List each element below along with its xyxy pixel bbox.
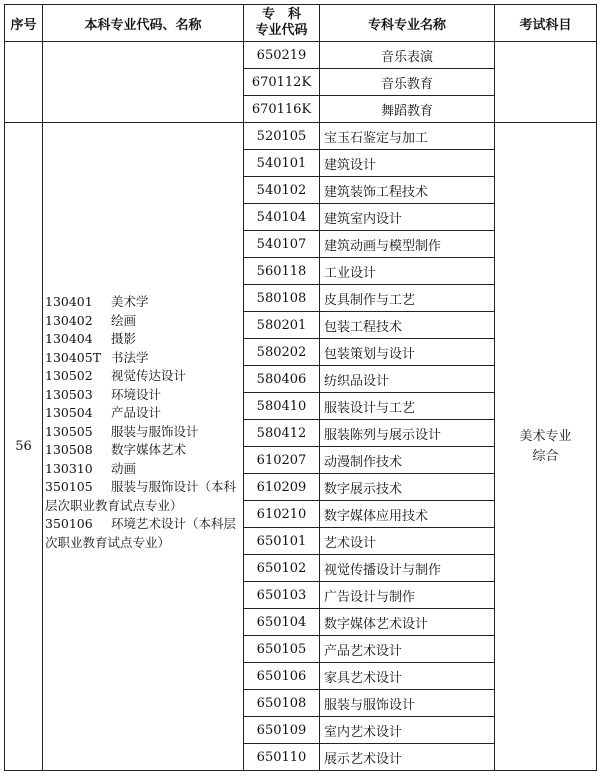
spec-code-cell: 580108 xyxy=(244,285,320,312)
undergrad-major-name: 环境艺术设计（本科层次职业教育试点专业） xyxy=(45,516,237,550)
spec-name-cell: 工业设计 xyxy=(320,258,495,285)
undergrad-major-code: 130404 xyxy=(45,331,93,346)
spec-code-cell: 580412 xyxy=(244,420,320,447)
undergrad-major-item xyxy=(45,367,243,386)
undergrad-major-name: 绘画 xyxy=(111,312,137,328)
undergrad-major-code: 130401 xyxy=(45,294,93,309)
undergrad-major-code: 130505 xyxy=(45,423,93,439)
spec-name-cell: 建筑装饰工程技术 xyxy=(320,177,495,204)
undergrad-major-name: 摄影 xyxy=(111,331,137,346)
undergrad-major-name: 产品设计 xyxy=(111,405,162,420)
undergrad-major-name: 视觉传达设计 xyxy=(111,368,187,383)
spec-code-cell: 670112K xyxy=(244,69,320,96)
spec-name-cell: 包装策划与设计 xyxy=(320,339,495,366)
undergrad-major-item xyxy=(45,460,243,479)
undergrad-major-code: 130502 xyxy=(45,368,93,383)
spec-code-cell: 650108 xyxy=(244,690,320,717)
spec-name-cell: 广告设计与制作 xyxy=(320,582,495,609)
undergrad-major-item xyxy=(45,423,243,442)
spec-name-cell: 产品艺术设计 xyxy=(320,636,495,663)
spec-code-cell: 650103 xyxy=(244,582,320,609)
spec-code-cell: 580202 xyxy=(244,339,320,366)
undergrad-major-item xyxy=(45,349,243,368)
undergrad-major-name: 服装与服饰设计（本科层次职业教育试点专业） xyxy=(45,479,237,513)
undergrad-major-name: 环境设计 xyxy=(111,386,162,402)
undergrad-major-code: 130504 xyxy=(45,405,93,420)
undergrad-major-item xyxy=(45,386,243,405)
spec-name-cell: 皮具制作与工艺 xyxy=(320,285,495,312)
spec-name-cell: 纺织品设计 xyxy=(320,366,495,393)
spec-name-cell: 音乐表演 xyxy=(320,42,495,69)
undergrad-major-code: 350105 xyxy=(45,479,93,494)
spec-code-cell: 650101 xyxy=(244,528,320,555)
undergrad-major-item xyxy=(45,404,243,423)
spec-name-cell: 服装设计与工艺 xyxy=(320,393,495,420)
undergrad-major-code: 350106 xyxy=(45,516,93,531)
undergrad-major-item xyxy=(45,515,243,552)
undergrad-major-code: 130402 xyxy=(45,312,93,328)
spec-code-cell: 670116K xyxy=(244,96,320,123)
header-spec-code-line2: 专业代码 xyxy=(255,23,308,38)
spec-name-cell: 数字媒体艺术设计 xyxy=(320,609,495,636)
spec-name-cell: 室内艺术设计 xyxy=(320,717,495,744)
header-seq: 序号 xyxy=(5,5,43,42)
spec-code-cell: 560118 xyxy=(244,258,320,285)
spec-code-cell: 580406 xyxy=(244,366,320,393)
undergrad-major-name: 数字媒体艺术 xyxy=(111,442,187,457)
spec-code-cell: 540102 xyxy=(244,177,320,204)
spec-name-cell: 建筑动画与模型制作 xyxy=(320,231,495,258)
spec-code-cell: 610209 xyxy=(244,474,320,501)
spec-name-cell: 艺术设计 xyxy=(320,528,495,555)
undergrad-major-item xyxy=(45,441,243,460)
subject-cell-prev xyxy=(495,42,597,123)
spec-name-cell: 家具艺术设计 xyxy=(320,663,495,690)
seq-cell-prev xyxy=(5,42,43,123)
spec-name-cell: 数字媒体应用技术 xyxy=(320,501,495,528)
spec-name-cell: 视觉传播设计与制作 xyxy=(320,555,495,582)
spec-code-cell: 580410 xyxy=(244,393,320,420)
table-header-row xyxy=(5,5,597,42)
document-page xyxy=(4,4,596,772)
spec-code-cell: 650105 xyxy=(244,636,320,663)
spec-code-cell: 610207 xyxy=(244,447,320,474)
undergrad-majors-cell xyxy=(43,123,244,771)
undergrad-major-code: 130508 xyxy=(45,442,93,457)
undergrad-major-name: 书法学 xyxy=(111,349,149,365)
undergrad-major-item xyxy=(45,312,243,331)
subject-cell xyxy=(495,123,597,771)
major-table xyxy=(4,4,597,771)
seq-cell: 56 xyxy=(5,123,43,771)
spec-name-cell: 数字展示技术 xyxy=(320,474,495,501)
spec-name-cell: 音乐教育 xyxy=(320,69,495,96)
header-undergrad: 本科专业代码、名称 xyxy=(43,5,244,42)
spec-name-cell: 建筑室内设计 xyxy=(320,204,495,231)
spec-code-cell: 650109 xyxy=(244,717,320,744)
undergrad-major-code: 130503 xyxy=(45,386,93,402)
header-spec-name: 专科专业名称 xyxy=(320,5,495,42)
undergrad-major-name: 美术学 xyxy=(111,294,149,309)
spec-code-cell: 650104 xyxy=(244,609,320,636)
subject-line1: 美术专业 xyxy=(519,428,572,444)
spec-code-cell: 650106 xyxy=(244,663,320,690)
spec-code-cell: 540107 xyxy=(244,231,320,258)
spec-code-cell: 610210 xyxy=(244,501,320,528)
spec-code-cell: 650219 xyxy=(244,42,320,69)
spec-code-cell: 580201 xyxy=(244,312,320,339)
subject-line2: 综合 xyxy=(532,448,559,464)
undergrad-major-item xyxy=(45,293,243,312)
spec-name-cell: 包装工程技术 xyxy=(320,312,495,339)
spec-code-cell: 650102 xyxy=(244,555,320,582)
undergrad-major-name: 服装与服饰设计 xyxy=(111,423,199,439)
spec-code-cell: 650110 xyxy=(244,744,320,771)
header-spec-code-line1: 专 科 xyxy=(261,7,301,22)
spec-name-cell: 动漫制作技术 xyxy=(320,447,495,474)
table-row xyxy=(5,123,597,150)
undergrad-cell-prev xyxy=(43,42,244,123)
spec-name-cell: 服装与服饰设计 xyxy=(320,690,495,717)
table-row xyxy=(5,42,597,69)
header-spec-code xyxy=(244,5,320,42)
spec-name-cell: 宝玉石鉴定与加工 xyxy=(320,123,495,150)
undergrad-major-item xyxy=(45,478,243,515)
spec-code-cell: 520105 xyxy=(244,123,320,150)
spec-name-cell: 舞蹈教育 xyxy=(320,96,495,123)
undergrad-major-item xyxy=(45,330,243,349)
undergrad-major-code: 130405T xyxy=(45,349,102,365)
header-subject: 考试科目 xyxy=(495,5,597,42)
undergrad-major-name: 动画 xyxy=(111,460,137,476)
spec-code-cell: 540101 xyxy=(244,150,320,177)
undergrad-major-code: 130310 xyxy=(45,460,93,476)
spec-code-cell: 540104 xyxy=(244,204,320,231)
spec-name-cell: 服装陈列与展示设计 xyxy=(320,420,495,447)
spec-name-cell: 建筑设计 xyxy=(320,150,495,177)
spec-name-cell: 展示艺术设计 xyxy=(320,744,495,771)
